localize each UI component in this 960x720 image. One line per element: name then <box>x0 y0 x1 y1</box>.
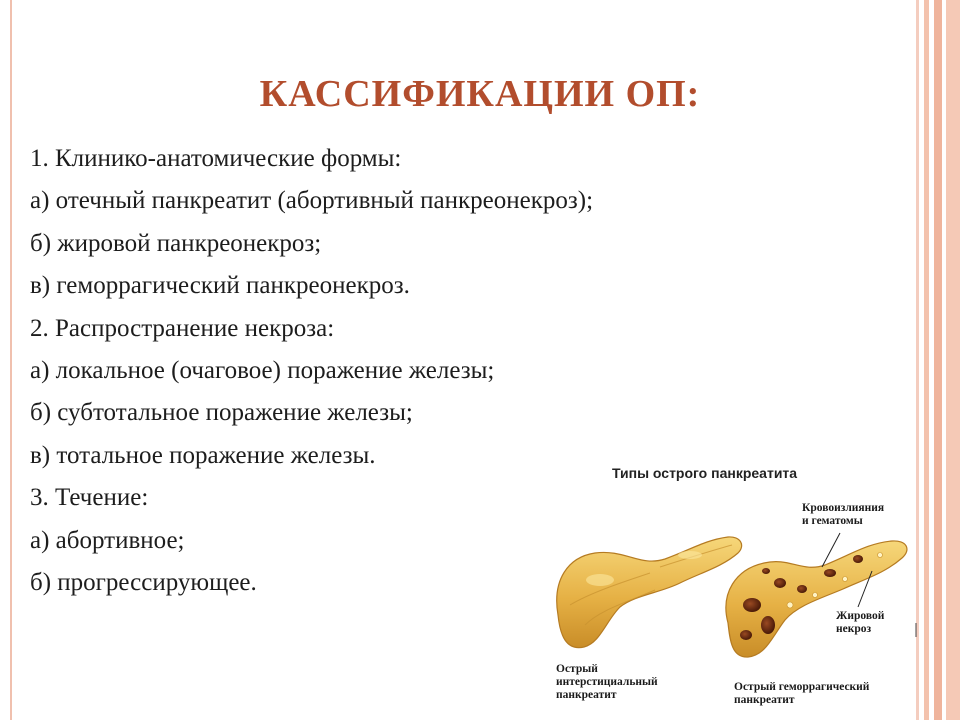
hemorrhage-spot <box>797 585 807 593</box>
list-item: а) локальное (очаговое) поражение железы; <box>30 357 495 385</box>
label-fat-necrosis: Жировой некроз <box>836 610 885 635</box>
hemorrhage-spot <box>853 555 863 563</box>
frame-border-left <box>10 0 12 720</box>
slide-title: КАССИФИКАЦИИ ОП: <box>259 73 701 115</box>
stripe <box>946 0 960 720</box>
list-item: а) абортивное; <box>30 526 185 554</box>
list-item: б) жировой панкреонекроз; <box>30 229 322 257</box>
list-item: 1. Клинико-анатомические формы: <box>30 145 402 172</box>
label-interstitial: Острый интерстициальный панкреатит <box>556 663 658 701</box>
list-item: в) тотальное поражение железы. <box>30 441 376 469</box>
stripe <box>934 0 942 720</box>
hemorrhage-spot <box>743 598 761 612</box>
hemorrhage-spot <box>762 568 770 574</box>
list-item: а) отечный панкреатит (абортивный панкреонекроз); <box>30 187 594 215</box>
list-item: б) субтотальное поражение железы; <box>30 399 413 427</box>
label-hemorrhage: Кровоизлияния и гематомы <box>802 502 885 527</box>
label-hemorrhagic: Острый геморрагический панкреатит <box>734 681 870 706</box>
list-item: в) геморрагический панкреонекроз. <box>30 272 410 300</box>
hemorrhage-spot <box>740 630 752 640</box>
hemorrhage-spot <box>824 569 836 577</box>
decorative-stripes <box>916 0 960 720</box>
list-item: 2. Распространение некроза: <box>30 314 335 342</box>
figure-title: Типы острого панкреатита <box>612 465 798 481</box>
hemorrhage-spot <box>761 616 775 634</box>
list-item: 3. Течение: <box>30 484 149 512</box>
list-item: б) прогрессирующее. <box>30 569 257 597</box>
hemorrhage-spot <box>774 578 786 588</box>
stripe <box>924 0 929 720</box>
pancreatitis-figure <box>540 455 920 720</box>
